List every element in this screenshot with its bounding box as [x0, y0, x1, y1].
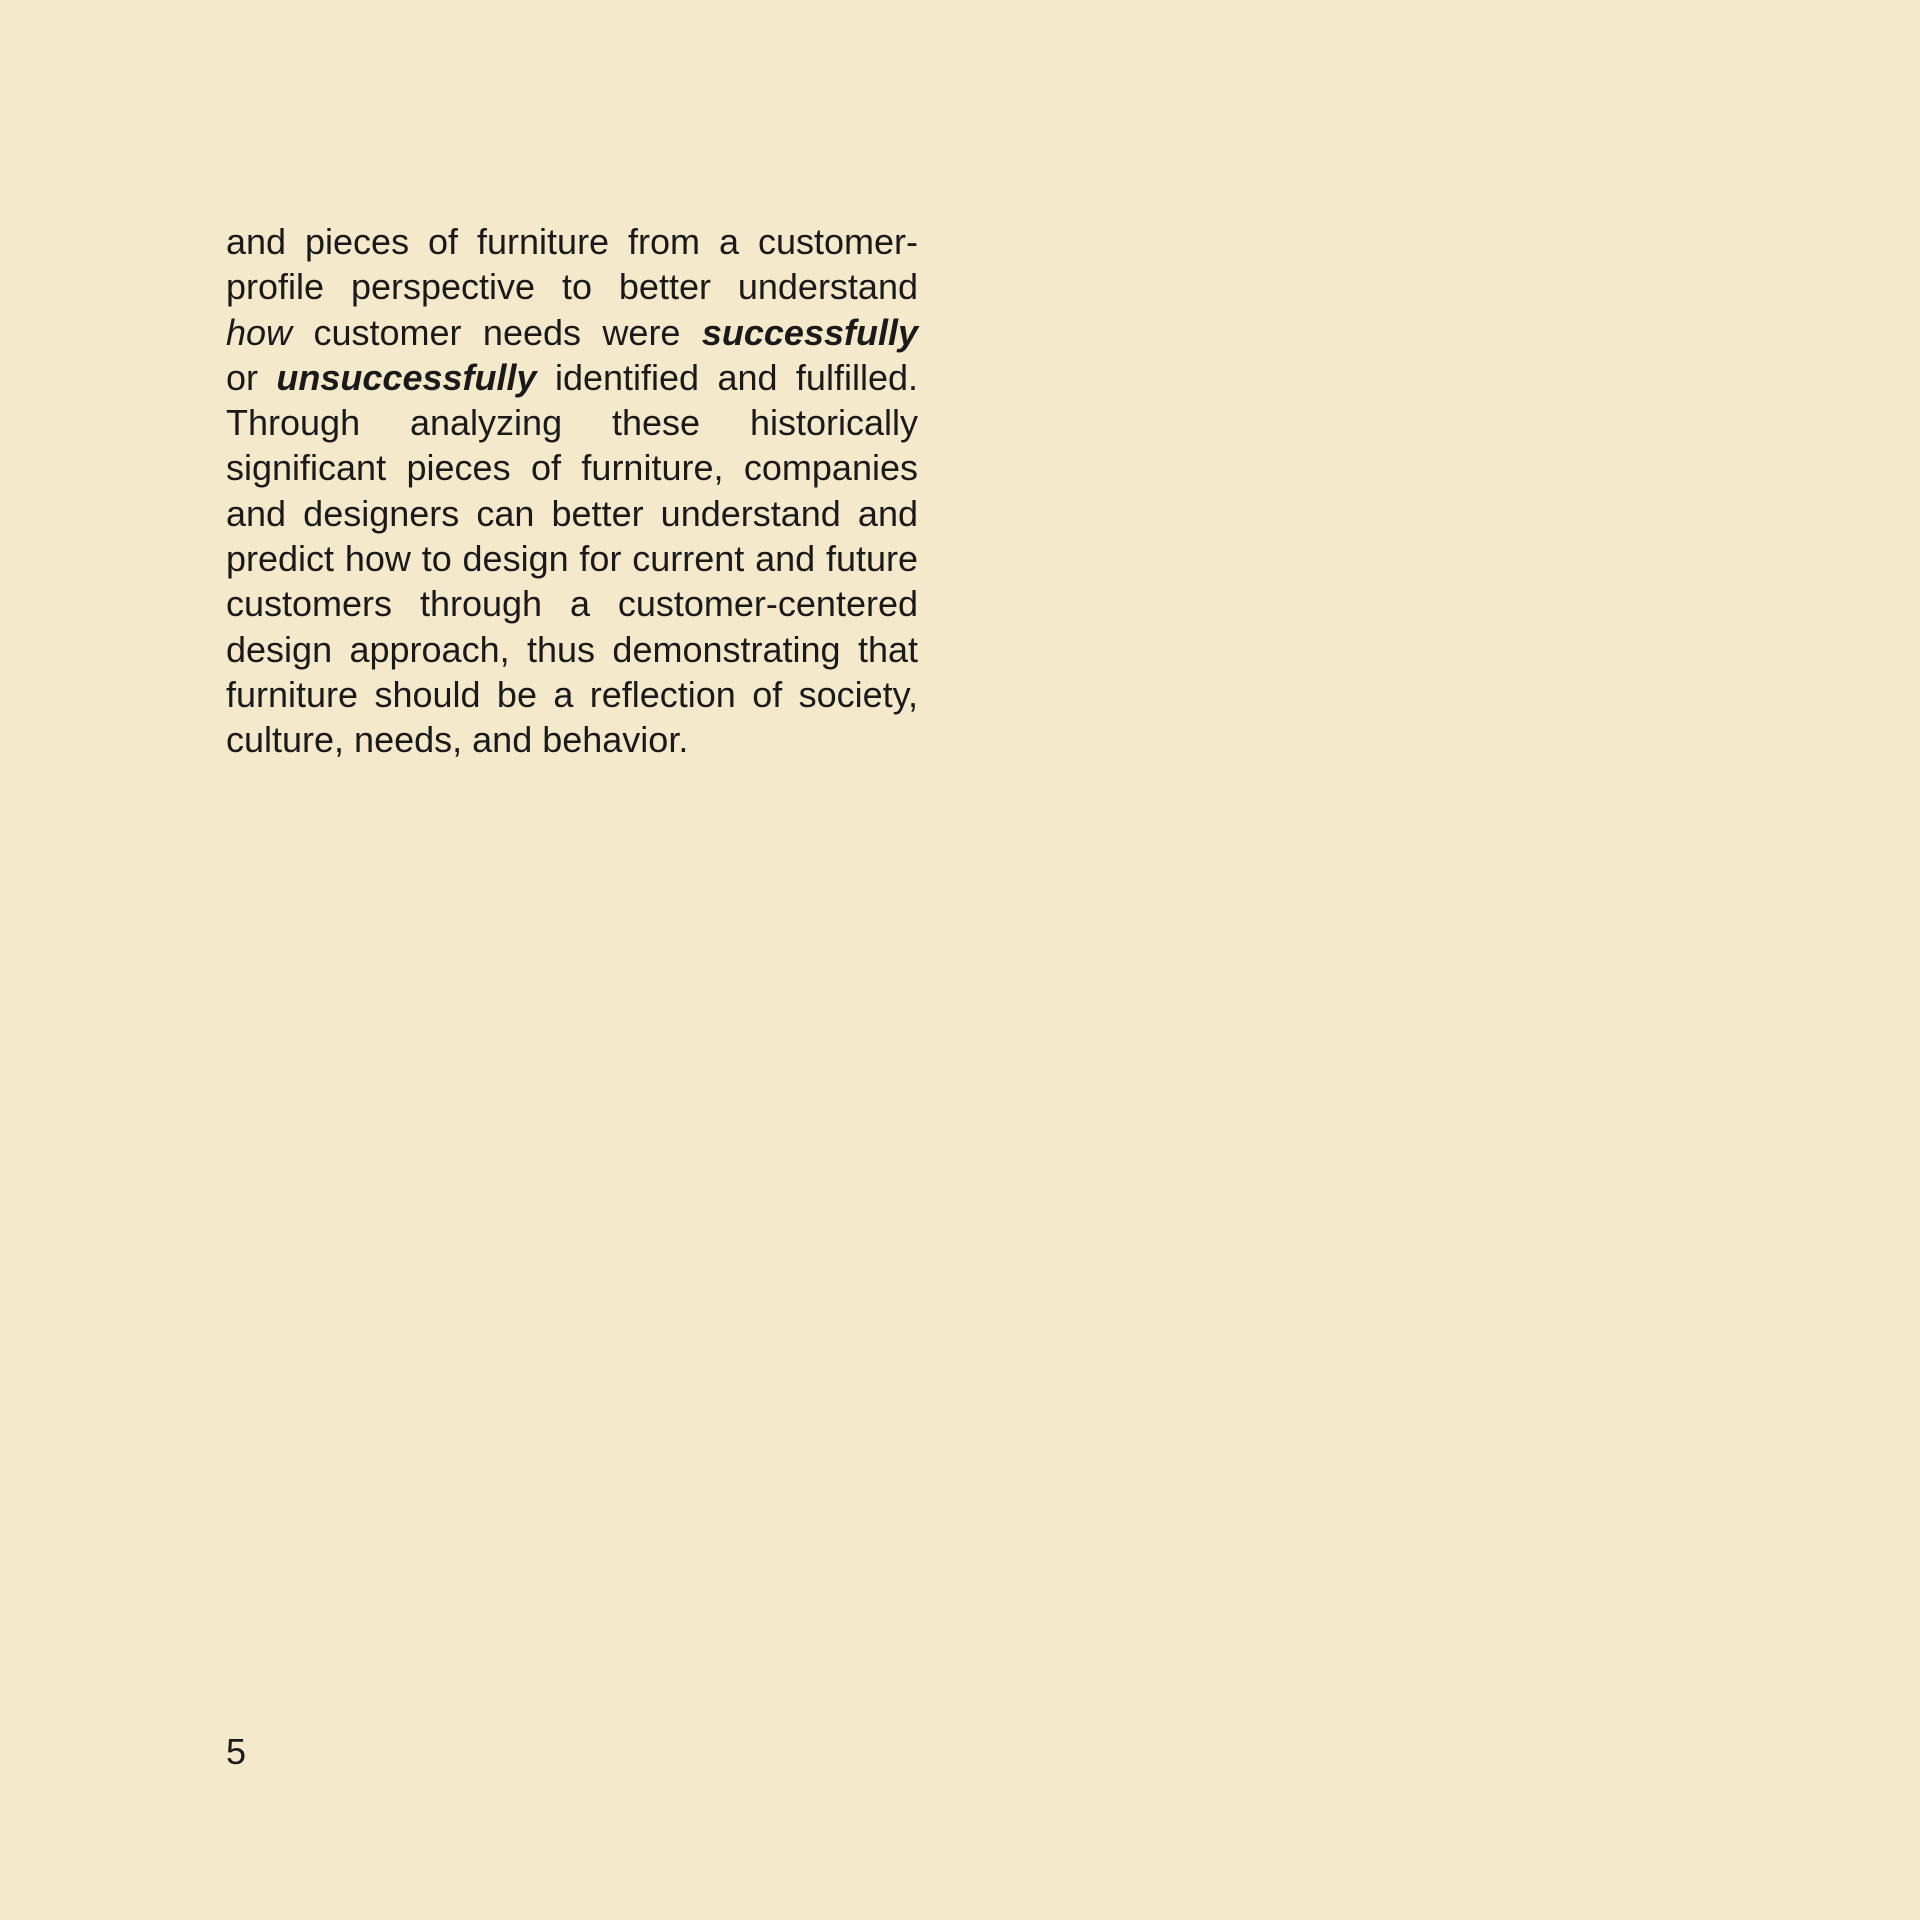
text-line: and pieces of furniture from a customer-	[226, 221, 918, 262]
text-line: Through analyzing these historically	[226, 402, 918, 444]
emphasis-unsuccessfully: unsuccessfully	[276, 356, 537, 398]
page-number: 5	[226, 1731, 247, 1772]
emphasis-successfully: successfully	[701, 311, 918, 353]
text-segment: identified and fulfilled.	[536, 356, 918, 398]
text-line: customers through a customer-centered	[226, 583, 918, 625]
text-line: significant pieces of furniture, companies	[226, 447, 918, 489]
emphasis-how: how	[226, 311, 293, 353]
text-line: predict how to design for current and future	[226, 538, 918, 580]
text-line	[226, 355, 918, 400]
text-line: design approach, thus demonstrating that	[226, 628, 918, 670]
text-line: and designers can better understand and	[226, 492, 918, 534]
text-line	[226, 310, 918, 355]
text-segment: or	[226, 356, 277, 398]
text-line: profile perspective to better understand	[226, 266, 918, 308]
text-line: furniture should be a reflection of society,	[226, 673, 918, 715]
text-line: culture, needs, and behavior.	[226, 719, 689, 761]
text-segment: customer needs were	[292, 311, 702, 353]
body-paragraph	[226, 219, 918, 763]
